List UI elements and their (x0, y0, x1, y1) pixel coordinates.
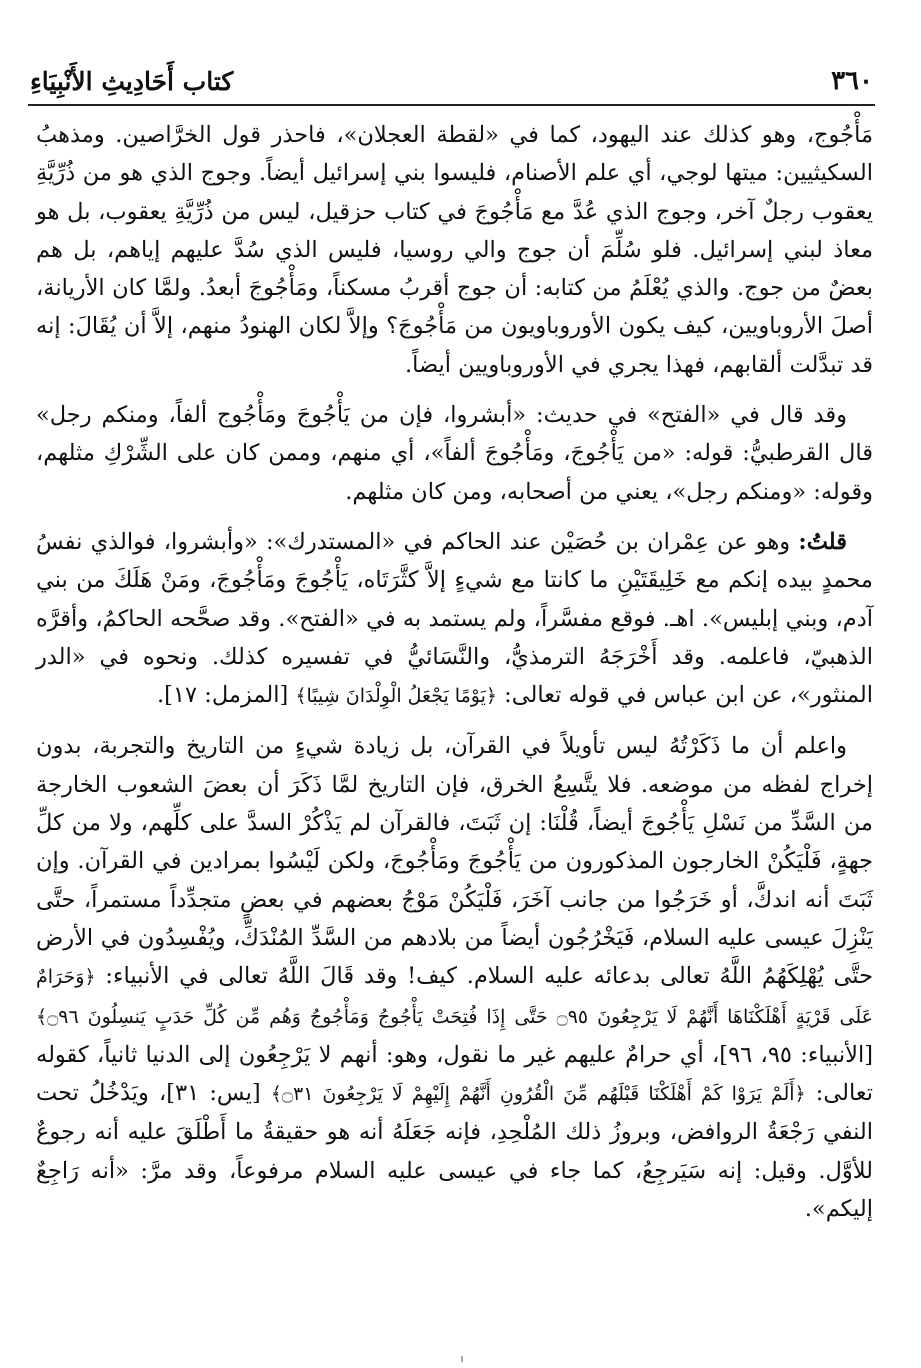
scan-mark (461, 1356, 463, 1362)
quran-verse: ﴿وَحَرَامٌ عَلَى قَرْيَةٍ أَهْلَكْنَاهَا أَنَّهُمْ لَا يَرْجِعُونَ ۝٩٥ حَتَّى إِذَا فُتِحَتْ يَأْجُوجُ وَمَأْجُوجُ وَهُم مِّن كُلِّ حَدَبٍ يَنسِلُونَ ۝٩٦﴾ (36, 966, 873, 1028)
paragraph-3-lead: قلتُ: (798, 528, 847, 555)
verse-citation: [المزمل: ١٧]. (156, 682, 296, 709)
running-title: كتاب أَحَادِيثِ الأَنْبِيَاءِ (30, 67, 234, 96)
quran-verse-2: ﴿أَلَمْ يَرَوْا كَمْ أَهْلَكْنَا قَبْلَهُم مِّنَ الْقُرُونِ أَنَّهُمْ إِلَيْهِمْ لَا يَرْجِعُونَ ۝٣١﴾ (270, 1083, 806, 1106)
page-number: ٣٦٠ (831, 66, 873, 96)
paragraph-3-text: وهو عن عِمْران بن حُصَيْن عند الحاكم في «المستدرك»: «وأبشروا، فوالذي نفسُ محمدٍ بيده إنكم مع خَلِيقَتَيْنِ ما كانتا مع شيءٍ إلاَّ كثَّرَتَاه، يَأْجُوجَ ومَأْجُوجَ، ومَنْ هَلَكَ من بني آدم، وبني إبليس». اهـ. فوقع مفسَّراً، ولم يستمد به في «الفتح». وقد صحَّحه الحاكمُ، وأقرَّه الذهبيّ، فاعلمه. وقد أَخْرَجَهُ الترمذيُّ، والنَّسَائيُّ في تفسيره كذلك. ونحوه في «الدر المنثور»، عن ابن عباس في قوله تعالى: (36, 528, 873, 709)
page-body (36, 116, 873, 1228)
paragraph-4 (36, 727, 873, 1228)
header-rule (28, 104, 875, 106)
paragraph-4-middle: [الأنبياء: ٩٥، ٩٦]، أي حرامٌ عليهم غير ما نقول، وهو: أنهم لا يَرْجِعُون إلى الدنيا ثانياً، كقوله تعالى: (36, 1041, 873, 1107)
paragraph-3 (36, 523, 873, 715)
page-header (30, 56, 873, 96)
quran-verse: ﴿يَوْمًا يَجْعَلُ الْوِلْدَانَ شِيبًا﴾ (295, 685, 498, 708)
paragraph-4-text: واعلم أن ما ذَكَرْتُهُ ليس تأويلاً في القرآن، بل زيادة شيءٍ من التاريخ والتجربة، بدون إخراج لفظه من موضعه. فلا يتَّسِعُ الخرق، فإن التاريخ لمَّا ذَكَرَ أن بعضَ الشعوب الخارجة من السَّدِّ من نَسْلِ يَأْجُوجَ أيضاً، قُلْنَا: إن ثَبَتَ، فالقرآن لم يَذْكُرْ السدَّ على كلِّهم، ولا من كلِّ جهةٍ، فَلْيَكُنْ الخارجون المذكورون من يَأْجُوجَ ومَأْجُوجَ، ولكن لَيْسُوا بمرادين في القرآن. وإن ثَبَتَ أنه اندكَّ، أو خَرَجُوا من جانب آخَرَ، فَلْيَكُنْ مَوْجُ بعضهم في بعضٍ متجدِّداً مستمراً، حتَّى يَنْزِلَ عيسى عليه السلام، فَيَخْرُجُون أيضاً من بلادهم من السَّدِّ المُنْدَكِّ، ويُفْسِدُون في الأرض حتَّى يُهْلِكَهُمُ اللَّهُ تعالى بدعائه عليه السلام. كيف! وقد قَالَ اللَّهُ تعالى في الأنبياء: (36, 733, 873, 990)
paragraph-2-text: وقد قال في «الفتح» في حديث: «أبشروا، فإن من يَأْجُوجَ ومَأْجُوج ألفاً، ومنكم رجل» قال القرطبيُّ: قوله: «من يَأْجُوجَ، ومَأْجُوجَ ألفاً»، أي منهم، وممن كان على الشِّرْكِ مثلهم، وقوله: «ومنكم رجل»، يعني من أصحابه، ومن كان مثلهم. (36, 402, 873, 505)
paragraph-4-end: [يس: ٣١]، ويَدْخُلُ تحت النفي رَجْعَةُ الروافض، وبروزُ ذلك المُلْحِدِ، فإنه جَعَلَهُ أنه هو حقيقةُ ما أَطْلَقَ عليه أنه رجوعٌ للأوَّل. وقيل: إنه سَيَرجِعُ، كما جاء في عيسى عليه السلام مرفوعاً، وقد مرَّ: «أنه رَاجِعٌ إليكم». (36, 1080, 873, 1223)
paragraph-1-text: مَأْجُوج، وهو كذلك عند اليهود، كما في «لقطة العجلان»، فاحذر قول الخرَّاصين. ومذهبُ السكيثيين: ميتها لوجي، أي علم الأصنام، فليسوا بني إسرائيل أيضاً. وجوج الذي هو من ذُرِّيَّةِ يعقوب رجلٌ آخر، وجوج الذي عُدَّ مع مَأْجُوجَ في كتاب حزقيل، ليس من ذُرِّيَّةِ يعقوب، بل هو معاذ لبني إسرائيل. فلو سُلِّمَ أن جوج والي روسيا، فليس الذي سُدَّ عليهم إياهم، بل هم بعضٌ من جوج. والذي يُعْلَمُ من كتابه: أن جوج أقربُ مسكناً، ومَأْجُوجَ أبعدُ. ولمَّا كان الأريانة، أصلَ الأروباويين، كيف يكون الأوروباويون من مَأْجُوجَ؟ وإلاَّ لكان الهنودُ منهم، إلاَّ أن يُقَالَ: إنه قد تبدَّلت ألقابهم، فهذا يجري في الأوروباويين أيضاً. (36, 122, 873, 378)
paragraph-1 (36, 116, 873, 384)
paragraph-2 (36, 396, 873, 511)
